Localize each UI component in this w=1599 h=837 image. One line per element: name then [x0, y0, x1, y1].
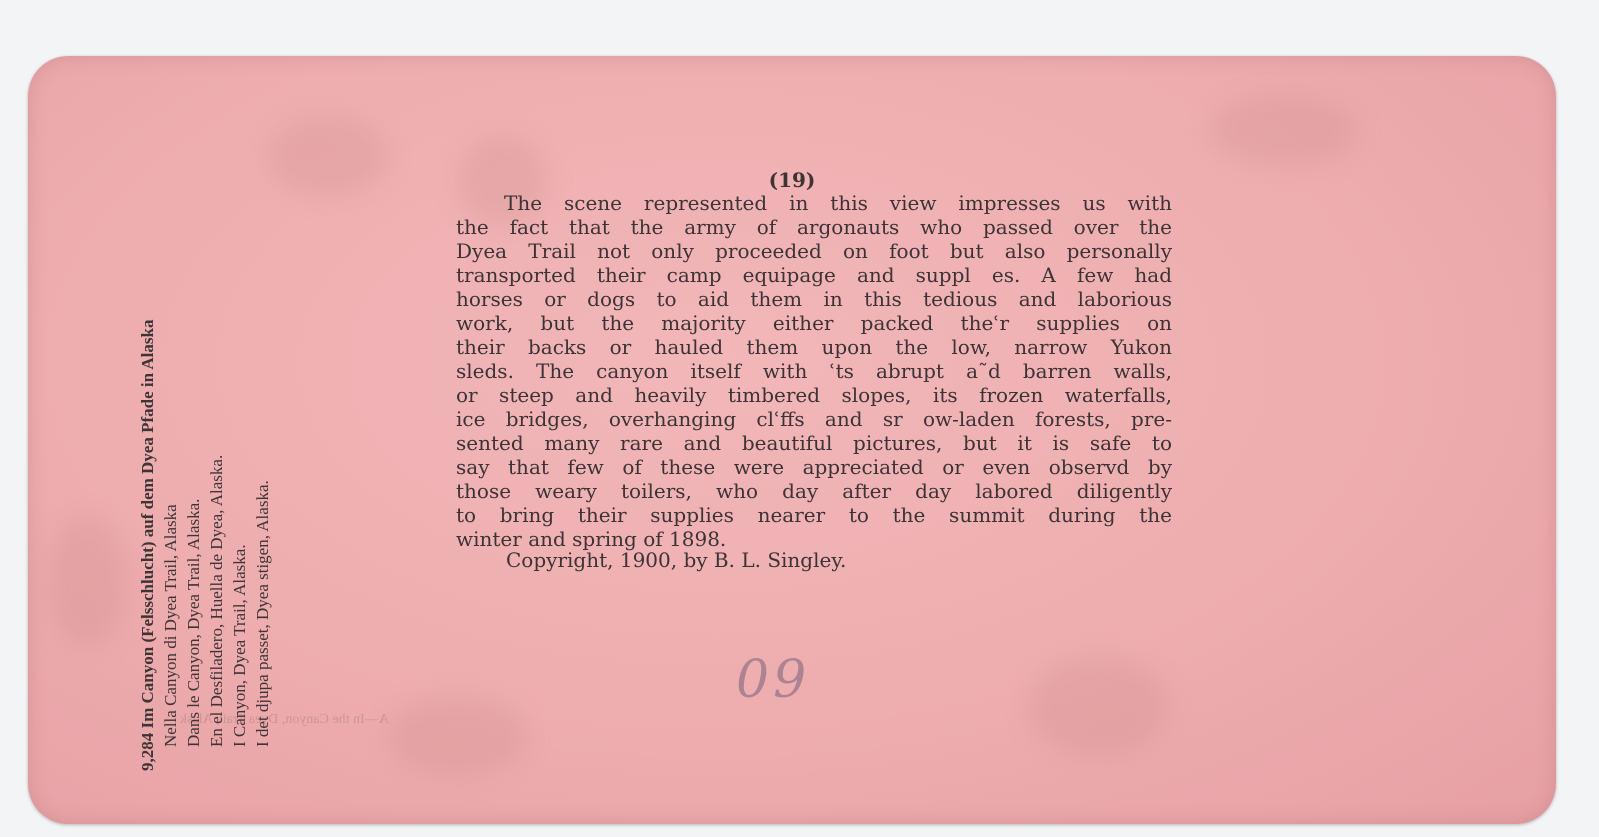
description-line: sleds. The canyon itself with ʿts abrupt a˜d barren walls,	[456, 359, 1172, 383]
title-danish: I Canyon, Dyea Trail, Alaska.	[230, 544, 249, 747]
description-line: Dyea Trail not only proceeded on foot but also personally	[456, 239, 1172, 263]
description-line: winter and spring of 1898.	[456, 527, 727, 551]
stain	[388, 696, 528, 776]
title-german: 9,284 Im Canyon (Felsschlucht) auf dem Dyea Pfade in Alaska	[138, 319, 157, 771]
title-italian: Nella Canyon di Dyea Trail, Alaska	[161, 504, 180, 747]
stain	[48, 516, 128, 646]
description-line: to bring their supplies nearer to the summit during the	[456, 503, 1172, 527]
stain	[1208, 96, 1358, 166]
description-line: ice bridges, overhanging clʿffs and sr ow-laden forests, pre-	[456, 407, 1172, 431]
description-paragraph	[456, 191, 1172, 551]
description-line: or steep and heavily timbered slopes, its frozen waterfalls,	[456, 383, 1172, 407]
title-spanish: En el Desfiladero, Huella de Dyea, Alaska.	[207, 454, 226, 747]
copyright-line: Copyright, 1900, by B. L. Singley.	[506, 548, 847, 572]
description-line: work, but the majority either packed theʿr supplies on	[456, 311, 1172, 335]
description-line: The scene represented in this view impresses us with	[504, 191, 1172, 215]
description-line: sented many rare and beautiful pictures, but it is safe to	[456, 431, 1172, 455]
multilingual-title-block	[136, 161, 296, 771]
description-line: those weary toilers, who day after day labored diligently	[456, 479, 1172, 503]
title-swedish: I det djupa passet, Dyea stigen, Alaska.	[253, 480, 272, 747]
title-french: Dans le Canyon, Dyea Trail, Alaska.	[184, 498, 203, 747]
handwritten-note: 09	[736, 650, 811, 710]
view-number: (19)	[768, 168, 816, 192]
description-line: the fact that the army of argonauts who passed over the	[456, 215, 1172, 239]
description-line: horses or dogs to aid them in this tedious and laborious	[456, 287, 1172, 311]
bleed-through-text: A—In the Canyon, Dyea Trail, Alask	[180, 712, 389, 727]
description-line: say that few of these were appreciated or even observd by	[456, 455, 1172, 479]
description-line: transported their camp equipage and suppl es. A few had	[456, 263, 1172, 287]
description-line: their backs or hauled them upon the low, narrow Yukon	[456, 335, 1172, 359]
stain	[1028, 656, 1168, 756]
